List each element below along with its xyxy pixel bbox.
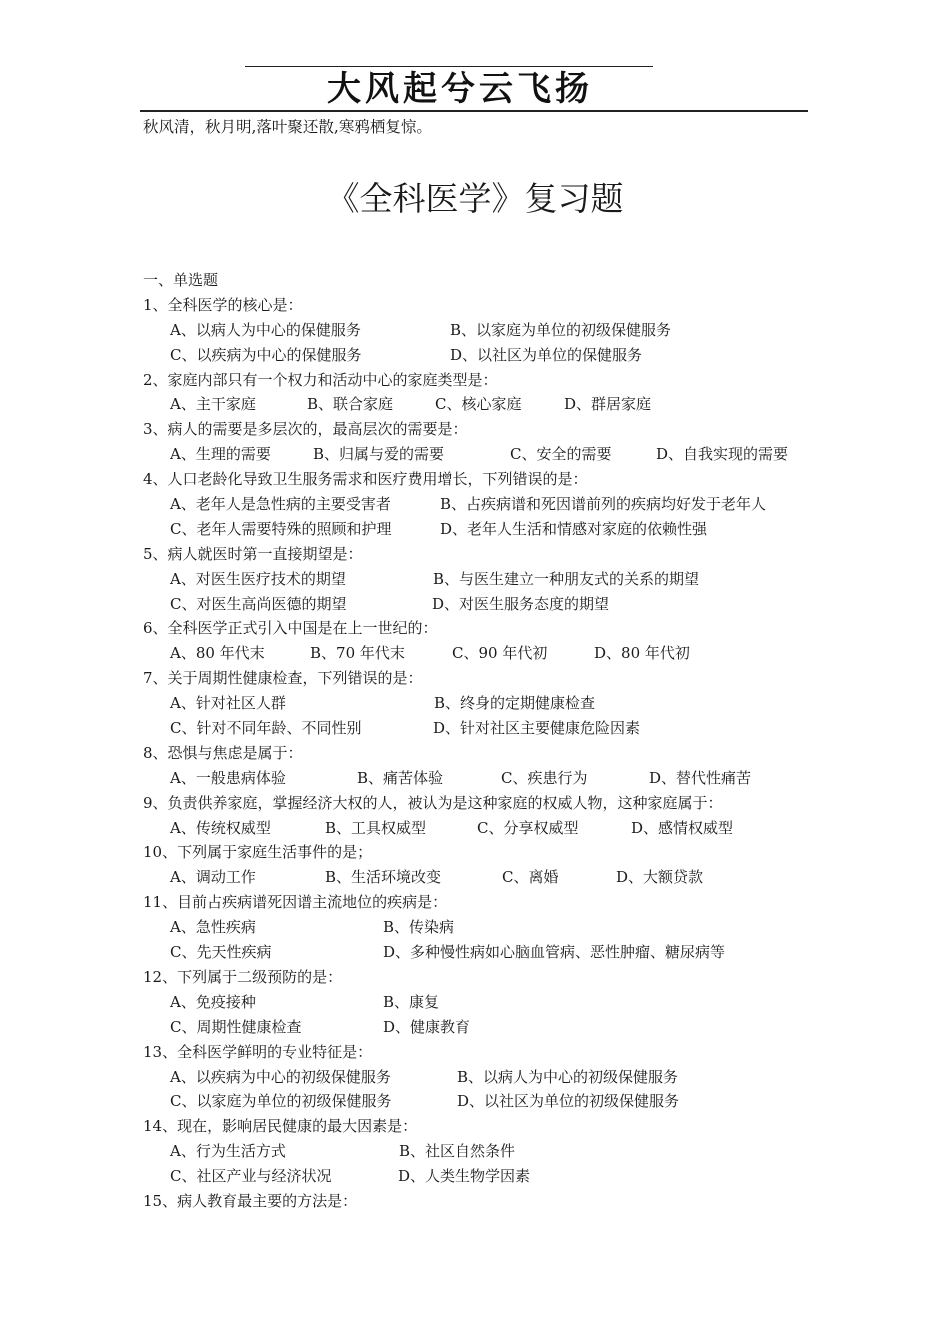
option-row xyxy=(143,940,823,965)
question-stem: 2、家庭内部只有一个权力和活动中心的家庭类型是： xyxy=(143,370,498,389)
question-stem: 9、负责供养家庭，掌握经济大权的人，被认为是这种家庭的权威人物，这种家庭属于： xyxy=(143,793,723,812)
answer-option: B、工具权威型 xyxy=(325,818,427,837)
answer-option: B、终身的定期健康检查 xyxy=(434,694,596,713)
answer-option: C、社区产业与经济状况 xyxy=(170,1167,332,1186)
answer-option: D、以社区为单位的保健服务 xyxy=(450,345,643,364)
option-row xyxy=(143,766,823,791)
header-top-rule xyxy=(245,66,653,67)
question-stem: 15、病人教育最主要的方法是： xyxy=(143,1191,358,1210)
answer-option: D、以社区为单位的初级保健服务 xyxy=(457,1092,680,1111)
answer-option: B、归属与爱的需要 xyxy=(313,445,445,464)
option-row xyxy=(143,392,823,417)
question-stem: 4、人口老龄化导致卫生服务需求和医疗费用增长，下列错误的是： xyxy=(143,470,588,489)
answer-option: B、社区自然条件 xyxy=(399,1142,516,1161)
answer-option: D、老年人生活和情感对家庭的依赖性强 xyxy=(440,519,708,538)
answer-option: D、80 年代初 xyxy=(594,644,690,663)
answer-option: A、80 年代末 xyxy=(170,644,265,663)
option-row xyxy=(143,1164,823,1189)
answer-option: C、周期性健康检查 xyxy=(170,1017,302,1036)
answer-option: C、以家庭为单位的初级保健服务 xyxy=(170,1092,392,1111)
option-row xyxy=(143,865,823,890)
answer-option: A、急性疾病 xyxy=(170,918,256,937)
question-stem: 3、病人的需要是多层次的，最高层次的需要是： xyxy=(143,420,468,439)
option-row xyxy=(143,1015,823,1040)
answer-option: D、健康教育 xyxy=(383,1017,471,1036)
question-stem: 6、全科医学正式引入中国是在上一世纪的： xyxy=(143,619,438,638)
header-poem: 秋风清，秋月明,落叶聚还散,寒鸦栖复惊。 xyxy=(143,118,432,136)
answer-option: A、针对社区人群 xyxy=(170,694,286,713)
answer-option: B、生活环境改变 xyxy=(325,868,442,887)
option-row xyxy=(143,915,823,940)
answer-option: D、替代性痛苦 xyxy=(649,768,752,787)
question-list xyxy=(143,268,823,1214)
header-banner: 大风起兮云飞扬 xyxy=(327,69,593,109)
question-stem: 11、目前占疾病谱死因谱主流地位的疾病是： xyxy=(143,893,448,912)
answer-option: B、70 年代末 xyxy=(310,644,405,663)
option-row xyxy=(143,517,823,542)
answer-option: D、自我实现的需要 xyxy=(656,445,789,464)
answer-option: D、针对社区主要健康危险因素 xyxy=(433,719,641,738)
answer-option: B、以病人为中心的初级保健服务 xyxy=(457,1067,679,1086)
option-row xyxy=(143,318,823,343)
answer-option: C、离婚 xyxy=(502,868,559,887)
option-row xyxy=(143,343,823,368)
answer-option: C、先天性疾病 xyxy=(170,943,272,962)
answer-option: C、以疾病为中心的保健服务 xyxy=(170,345,362,364)
option-row xyxy=(143,442,823,467)
answer-option: C、疾患行为 xyxy=(501,768,588,787)
option-row xyxy=(143,691,823,716)
answer-option: A、行为生活方式 xyxy=(170,1142,286,1161)
question-stem: 13、全科医学鲜明的专业特征是： xyxy=(143,1042,373,1061)
answer-option: A、免疫接种 xyxy=(170,992,256,1011)
option-row xyxy=(143,1139,823,1164)
answer-option: A、对医生医疗技术的期望 xyxy=(170,569,346,588)
answer-option: C、分享权威型 xyxy=(477,818,579,837)
answer-option: D、多种慢性病如心脑血管病、恶性肿瘤、糖尿病等 xyxy=(383,943,726,962)
answer-option: B、传染病 xyxy=(383,918,455,937)
answer-option: D、感情权威型 xyxy=(631,818,734,837)
answer-option: D、人类生物学因素 xyxy=(398,1167,531,1186)
answer-option: D、大额贷款 xyxy=(616,868,704,887)
option-row xyxy=(143,567,823,592)
answer-option: A、传统权威型 xyxy=(170,818,271,837)
question-stem: 8、恐惧与焦虑是属于： xyxy=(143,743,303,762)
answer-option: A、老年人是急性病的主要受害者 xyxy=(170,495,391,514)
option-row xyxy=(143,492,823,517)
answer-option: A、一般患病体验 xyxy=(170,768,286,787)
question-stem: 5、病人就医时第一直接期望是： xyxy=(143,544,363,563)
option-row xyxy=(143,641,823,666)
answer-option: B、联合家庭 xyxy=(307,395,394,414)
option-row xyxy=(143,592,823,617)
answer-option: D、群居家庭 xyxy=(564,395,652,414)
answer-option: C、对医生高尚医德的期望 xyxy=(170,594,347,613)
answer-option: B、占疾病谱和死因谱前列的疾病均好发于老年人 xyxy=(440,495,767,514)
answer-option: C、核心家庭 xyxy=(435,395,522,414)
answer-option: D、对医生服务态度的期望 xyxy=(432,594,610,613)
answer-option: C、安全的需要 xyxy=(510,445,612,464)
answer-option: C、针对不同年龄、不同性别 xyxy=(170,719,362,738)
answer-option: A、主干家庭 xyxy=(170,395,256,414)
header-bottom-rule xyxy=(140,110,808,112)
answer-option: B、痛苦体验 xyxy=(357,768,444,787)
question-stem: 7、关于周期性健康检查，下列错误的是： xyxy=(143,669,423,688)
option-row xyxy=(143,1065,823,1090)
answer-option: B、以家庭为单位的初级保健服务 xyxy=(450,320,672,339)
document-title: 《全科医学》复习题 xyxy=(326,179,624,218)
answer-option: A、调动工作 xyxy=(170,868,256,887)
section-heading: 一、单选题 xyxy=(143,271,219,289)
answer-option: B、与医生建立一种朋友式的关系的期望 xyxy=(433,569,700,588)
answer-option: C、90 年代初 xyxy=(452,644,548,663)
question-stem: 10、下列属于家庭生活事件的是； xyxy=(143,843,373,862)
question-stem: 1、全科医学的核心是： xyxy=(143,295,303,314)
question-stem: 12、下列属于二级预防的是： xyxy=(143,967,343,986)
option-row xyxy=(143,816,823,841)
option-row xyxy=(143,1089,823,1114)
option-row xyxy=(143,716,823,741)
answer-option: B、康复 xyxy=(383,992,440,1011)
answer-option: A、以疾病为中心的初级保健服务 xyxy=(170,1067,391,1086)
option-row xyxy=(143,990,823,1015)
answer-option: C、老年人需要特殊的照顾和护理 xyxy=(170,519,392,538)
answer-option: A、生理的需要 xyxy=(170,445,271,464)
question-stem: 14、现在，影响居民健康的最大因素是： xyxy=(143,1117,418,1136)
answer-option: A、以病人为中心的保健服务 xyxy=(170,320,361,339)
